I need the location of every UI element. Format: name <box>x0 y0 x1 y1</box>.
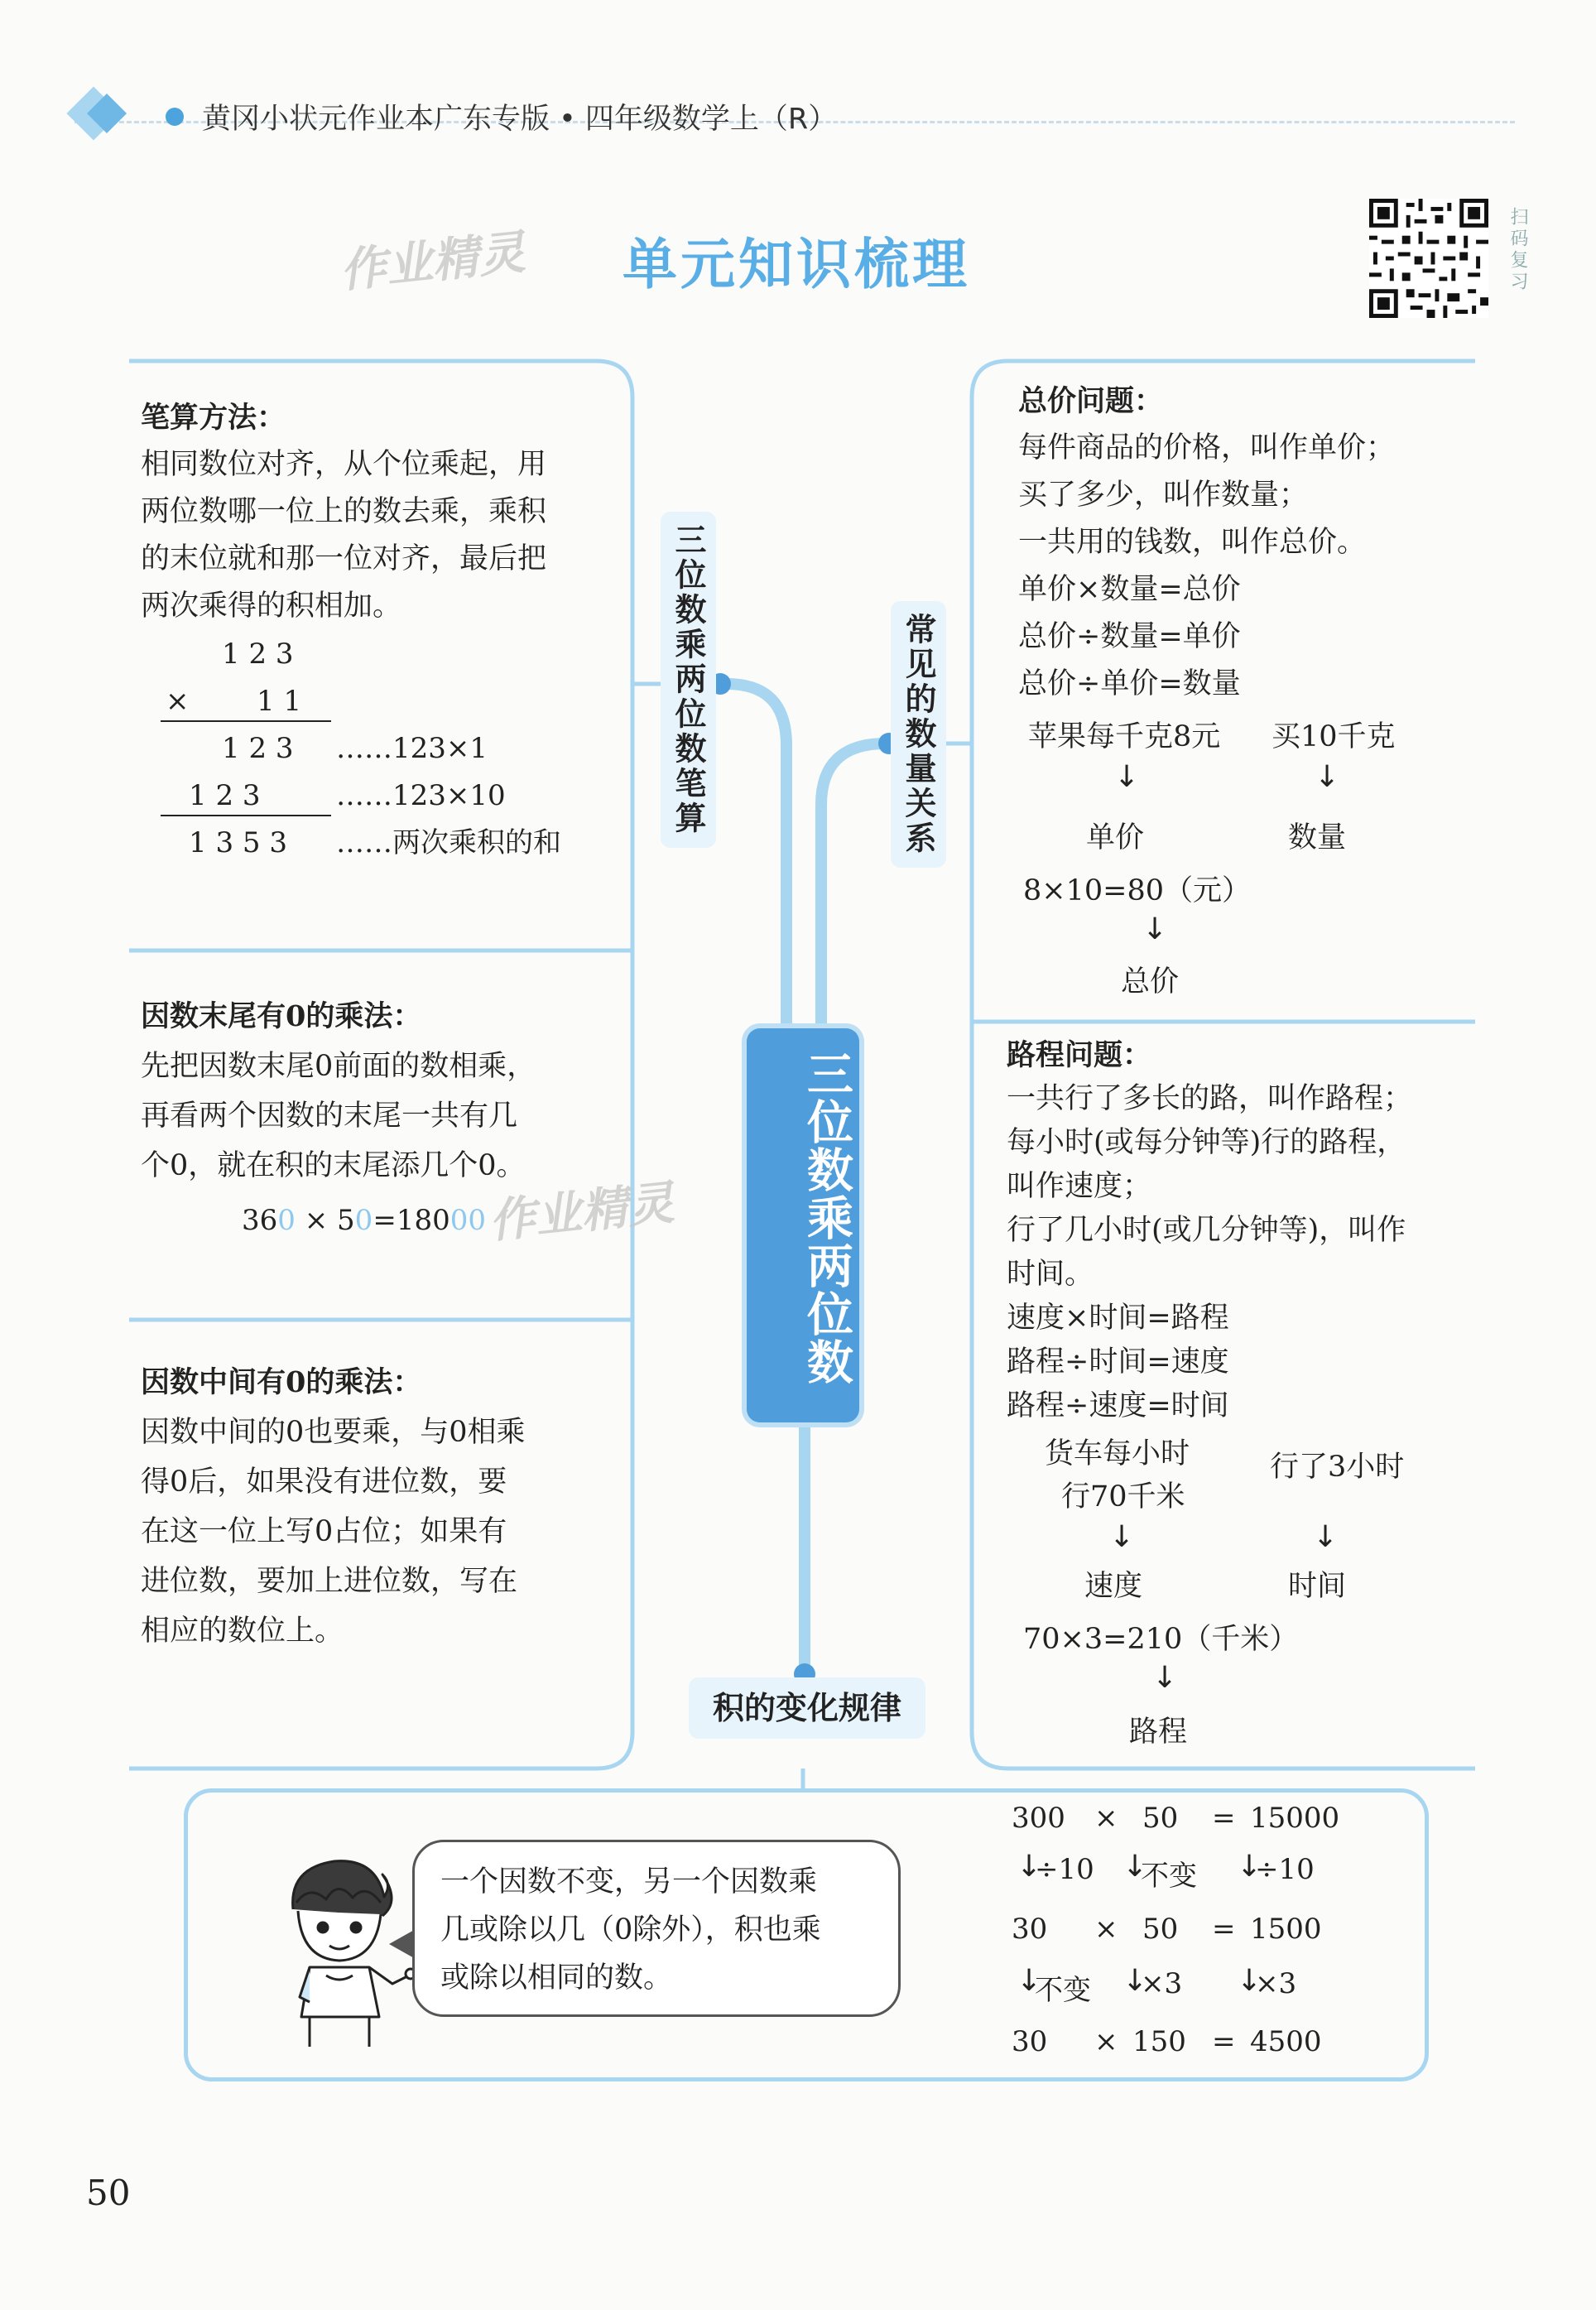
zero-end-line: 先把因数末尾0前面的数相乘， <box>141 1050 536 1083</box>
zero-end-heading: 因数末尾有0的乘法： <box>141 999 422 1033</box>
distance-example-left-1: 货车每小时 <box>1045 1437 1190 1470</box>
eq2-a: 30 <box>1012 1913 1048 1946</box>
total-price-line: 总价÷数量=单价 <box>1018 620 1241 653</box>
written-method-section <box>141 394 621 630</box>
total-price-line: 买了多少，叫作数量； <box>1018 479 1309 512</box>
distance-example-right: 行了3小时 <box>1270 1451 1405 1484</box>
zero-middle-section <box>141 1358 621 1656</box>
eq1-a: 300 <box>1012 1802 1065 1835</box>
arrow-down-icon: ↓ <box>1237 1850 1262 1884</box>
connector-right <box>821 744 886 1027</box>
rule-line: 几或除以几（0除外），积也乘 <box>440 1913 821 1947</box>
eq1-c: 15000 <box>1250 1802 1340 1835</box>
ex-factor-b: 5 <box>337 1204 355 1237</box>
distance-line: 路程÷时间=速度 <box>1007 1345 1229 1379</box>
ex-factor-a-zero: 0 <box>277 1204 296 1237</box>
eq1-op: × <box>1094 1802 1118 1835</box>
distance-example-left-2: 行70千米 <box>1061 1480 1185 1514</box>
arrow-down-icon: ↓ <box>1237 1964 1262 1998</box>
written-method-line: 的末位就和那一位对齐，最后把 <box>141 542 547 575</box>
ops1-b: 不变 <box>1141 1860 1197 1893</box>
page-number: 50 <box>86 2173 131 2213</box>
calc-note-5: ……两次乘积的和 <box>336 826 561 859</box>
arrow-down-icon: ↓ <box>1017 1964 1042 1998</box>
eq3-op: × <box>1094 2025 1118 2058</box>
rule-line: 或除以相同的数。 <box>440 1961 673 1995</box>
distance-line: 叫作速度； <box>1007 1170 1152 1203</box>
price-label-quantity: 数量 <box>1288 821 1347 854</box>
ops1-a: ÷10 <box>1035 1853 1094 1886</box>
arrow-down-icon: ↓ <box>1114 760 1140 794</box>
eq2-eq: = <box>1212 1913 1236 1946</box>
written-method-heading: 笔算方法： <box>141 401 286 435</box>
arrow-down-icon: ↓ <box>1017 1850 1042 1884</box>
total-price-line: 总价÷单价=数量 <box>1018 667 1241 700</box>
scan-review-label: 扫码复习 <box>1507 207 1528 293</box>
watermark: 作业精灵 <box>486 1176 677 1249</box>
ops1-c: ÷10 <box>1255 1853 1315 1886</box>
distance-line: 路程÷速度=时间 <box>1007 1389 1229 1422</box>
zero-middle-line: 进位数，要加上进位数，写在 <box>141 1565 518 1598</box>
eq2-b: 50 <box>1142 1913 1179 1946</box>
price-example-right: 买10千克 <box>1272 720 1396 753</box>
calc-row-1: 1 2 3 <box>222 638 294 671</box>
rule-line: 一个因数不变，另一个因数乘 <box>440 1865 818 1899</box>
arrow-down-icon: ↓ <box>1122 1964 1148 1998</box>
arrow-down-icon: ↓ <box>1315 760 1340 794</box>
zero-middle-line: 因数中间的0也要乘，与0相乘 <box>141 1416 526 1449</box>
branch-product-rule: 积的变化规律 <box>689 1677 925 1739</box>
branch-written-multiplication: 三位数乘两位数笔算 <box>661 512 716 848</box>
distance-label-time: 时间 <box>1288 1570 1347 1603</box>
header-title: 黄冈小状元作业本广东专版 • 四年级数学上（R） <box>202 103 838 136</box>
written-method-line: 相同数位对齐，从个位乘起，用 <box>141 448 547 481</box>
price-calc: 8×10=80（元） <box>1023 874 1251 907</box>
distance-example-left <box>1045 1432 1190 1518</box>
eq3-a: 30 <box>1012 2025 1048 2058</box>
ex-op: × <box>304 1204 329 1237</box>
distance-line: 时间。 <box>1007 1258 1094 1291</box>
zero-end-example <box>242 1204 486 1237</box>
zero-middle-line: 得0后，如果没有进位数，要 <box>141 1465 507 1499</box>
ex-product: 180 <box>396 1204 450 1237</box>
arrow-down-icon: ↓ <box>1122 1850 1148 1884</box>
distance-line: 速度×时间=路程 <box>1007 1302 1229 1335</box>
price-label-total: 总价 <box>1121 965 1180 999</box>
eq3-c: 4500 <box>1250 2025 1322 2058</box>
distance-line: 一共行了多长的路，叫作路程； <box>1007 1082 1413 1115</box>
ops2-b: ×3 <box>1141 1967 1183 2000</box>
ex-eq: = <box>373 1204 397 1237</box>
zero-end-line: 再看两个因数的末尾一共有几 <box>141 1100 518 1133</box>
center-topic: 三位数乘两位数 <box>800 1050 853 1386</box>
distance-section <box>1007 1033 1470 1428</box>
rule-equations <box>1012 1802 1392 2067</box>
ex-product-zeros: 00 <box>449 1204 486 1237</box>
zero-middle-line: 相应的数位上。 <box>141 1615 344 1648</box>
calc-note-4: ……123×10 <box>336 779 506 812</box>
watermark: 作业精灵 <box>337 225 528 299</box>
rule-description <box>440 1858 887 2002</box>
ops2-c: ×3 <box>1255 1967 1297 2000</box>
ex-factor-a: 36 <box>242 1204 278 1237</box>
calc-row-3: 1 2 3 <box>222 732 294 765</box>
eq1-b: 50 <box>1142 1802 1179 1835</box>
distance-label-distance: 路程 <box>1129 1716 1188 1749</box>
page-title: 单元知识梳理 <box>623 233 970 296</box>
arrow-down-icon: ↓ <box>1313 1520 1339 1554</box>
total-price-line: 一共用的钱数，叫作总价。 <box>1018 526 1367 559</box>
total-price-heading: 总价问题： <box>1018 384 1164 418</box>
calc-multiply-sign: × <box>166 685 190 718</box>
eq3-b: 150 <box>1132 2025 1186 2058</box>
calc-note-3: ……123×1 <box>336 732 488 765</box>
arrow-down-icon: ↓ <box>1109 1520 1135 1554</box>
price-example-left: 苹果每千克8元 <box>1028 720 1221 753</box>
calc-line-2 <box>161 815 331 816</box>
ex-factor-b-zero: 0 <box>354 1204 373 1237</box>
distance-line: 行了几小时(或几分钟等)，叫作 <box>1007 1214 1406 1247</box>
total-price-section <box>1018 378 1465 708</box>
eq2-c: 1500 <box>1250 1913 1322 1946</box>
calc-line-1 <box>161 720 331 722</box>
written-method-line: 两次乘得的积相加。 <box>141 590 402 623</box>
calc-row-2: 1 1 <box>257 685 302 718</box>
zero-middle-line: 在这一位上写0占位；如果有 <box>141 1515 507 1548</box>
zero-end-section <box>141 992 621 1191</box>
eq1-eq: = <box>1212 1802 1236 1835</box>
zero-middle-heading: 因数中间有0的乘法： <box>141 1365 422 1399</box>
connector-left <box>727 684 786 1027</box>
distance-calc: 70×3=210（千米） <box>1023 1623 1299 1656</box>
distance-line: 每小时(或每分钟等)行的路程， <box>1007 1126 1406 1159</box>
arrow-down-icon: ↓ <box>1142 912 1168 946</box>
total-price-line: 每件商品的价格，叫作单价； <box>1018 431 1396 464</box>
eq2-op: × <box>1094 1913 1118 1946</box>
calc-row-5: 1 3 5 3 <box>189 826 287 859</box>
branch-quantity-relations: 常见的数量关系 <box>891 601 946 868</box>
calc-row-4: 1 2 3 <box>189 779 261 812</box>
written-method-line: 两位数哪一位上的数去乘，乘积 <box>141 495 547 528</box>
distance-heading: 路程问题： <box>1007 1038 1152 1072</box>
eq3-eq: = <box>1212 2025 1236 2058</box>
price-label-unit: 单价 <box>1086 821 1145 854</box>
distance-label-speed: 速度 <box>1084 1570 1143 1603</box>
zero-end-line: 个0，就在积的末尾添几个0。 <box>141 1149 526 1182</box>
arrow-down-icon: ↓ <box>1152 1661 1178 1695</box>
ops2-a: 不变 <box>1035 1974 1091 2007</box>
total-price-line: 单价×数量=总价 <box>1018 573 1241 606</box>
